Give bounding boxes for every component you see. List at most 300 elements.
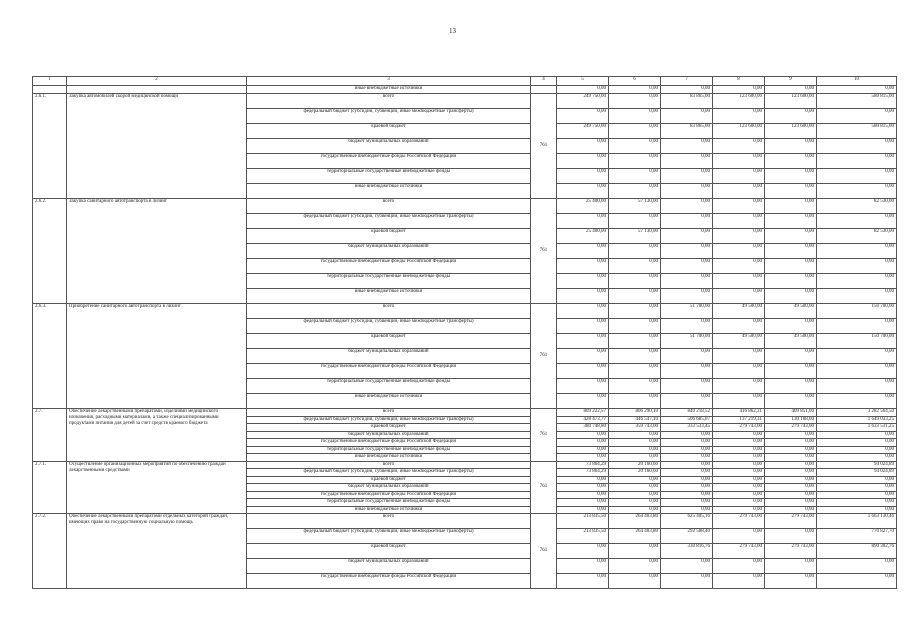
- value-cell: 0,00: [557, 109, 609, 124]
- value-cell: 279 743,00: [765, 514, 817, 529]
- value-cell: 137 219,31: [713, 416, 765, 424]
- header-cell: 6: [609, 77, 661, 86]
- value-cell: 0,00: [817, 484, 897, 492]
- value-cell: 0,00: [557, 319, 609, 334]
- value-cell: 0,00: [713, 476, 765, 484]
- value-cell: 0,00: [609, 139, 661, 154]
- value-cell: 0,00: [609, 446, 661, 454]
- value-cell: 0,00: [765, 529, 817, 544]
- value-cell: 580 815,00: [817, 124, 897, 139]
- value-cell: 0,00: [609, 364, 661, 379]
- value-cell: 0,00: [609, 506, 661, 514]
- funding-source: всего: [247, 304, 531, 319]
- table-row: [33, 514, 897, 529]
- funding-source: территориальные государственные внебюджетные фонды: [247, 379, 531, 394]
- value-cell: 150 700,00: [817, 334, 897, 349]
- value-cell: 0,00: [817, 109, 897, 124]
- funding-source: иные внебюджетные источники: [247, 184, 531, 199]
- value-cell: 446 547,10: [609, 416, 661, 424]
- value-cell: 840 218,52: [661, 409, 713, 417]
- value-cell: 0,00: [713, 349, 765, 364]
- value-cell: 0,00: [557, 349, 609, 364]
- value-cell: 83 865,00: [661, 124, 713, 139]
- value-cell: 0,00: [609, 334, 661, 349]
- value-cell: 0,00: [817, 154, 897, 169]
- value-cell: 416 862,31: [713, 409, 765, 417]
- funding-source: федеральный бюджет (субсидии, субвенции, иные межбюджетные трансферты): [247, 319, 531, 334]
- code-cell: [531, 86, 557, 94]
- value-cell: 0,00: [817, 274, 897, 289]
- value-cell: 0,00: [661, 139, 713, 154]
- funding-source: государственные внебюджетные фонды Российской Федерации: [247, 364, 531, 379]
- value-cell: 0,00: [713, 289, 765, 304]
- value-cell: 150 700,00: [817, 304, 897, 319]
- value-cell: 625 405,16: [661, 514, 713, 529]
- value-cell: 0,00: [713, 86, 765, 94]
- value-cell: 806 290,10: [609, 409, 661, 417]
- value-cell: 1 633 531,25: [817, 424, 897, 432]
- value-cell: 0,00: [713, 169, 765, 184]
- value-cell: 0,00: [661, 169, 713, 184]
- value-cell: 0,00: [765, 431, 817, 439]
- value-cell: 0,00: [557, 431, 609, 439]
- value-cell: 0,00: [765, 199, 817, 214]
- funding-source: федеральный бюджет (субсидии, субвенции, иные межбюджетные трансферты): [247, 529, 531, 544]
- value-cell: 0,00: [713, 229, 765, 244]
- value-cell: 0,00: [713, 529, 765, 544]
- value-cell: 0,00: [765, 506, 817, 514]
- value-cell: 130 108,00: [765, 416, 817, 424]
- value-cell: 0,00: [661, 484, 713, 492]
- value-cell: 0,00: [765, 289, 817, 304]
- value-cell: 0,00: [609, 304, 661, 319]
- value-cell: 0,00: [661, 289, 713, 304]
- table-row: [33, 409, 897, 417]
- value-cell: 0,00: [609, 184, 661, 199]
- value-cell: 0,00: [817, 574, 897, 589]
- header-cell: 1: [33, 77, 67, 86]
- funding-source: бюджет муниципальных образований: [247, 139, 531, 154]
- value-cell: 0,00: [557, 244, 609, 259]
- funding-source: бюджет муниципальных образований: [247, 431, 531, 439]
- value-cell: 0,00: [817, 379, 897, 394]
- funding-source: краевой бюджет: [247, 476, 531, 484]
- value-cell: 0,00: [557, 379, 609, 394]
- value-cell: 0,00: [609, 154, 661, 169]
- header-cell: 8: [713, 77, 765, 86]
- value-cell: 0,00: [713, 461, 765, 469]
- item-name: Приобретение санитарного автотранспорта в лизинг: [67, 304, 247, 409]
- value-cell: 0,00: [713, 439, 765, 447]
- funding-source: иные внебюджетные источники: [247, 506, 531, 514]
- value-cell: 0,00: [765, 169, 817, 184]
- header-cell: 10: [817, 77, 897, 86]
- value-cell: 0,00: [557, 446, 609, 454]
- value-cell: 0,00: [661, 469, 713, 477]
- table-row: [33, 94, 897, 109]
- value-cell: 279 743,00: [765, 424, 817, 432]
- header-cell: 4: [531, 77, 557, 86]
- value-cell: 51 700,00: [661, 304, 713, 319]
- value-cell: 0,00: [713, 214, 765, 229]
- funding-source: федеральный бюджет (субсидии, субвенции, иные межбюджетные трансферты): [247, 469, 531, 477]
- value-cell: 0,00: [765, 491, 817, 499]
- value-cell: 0,00: [713, 454, 765, 462]
- funding-source: краевой бюджет: [247, 124, 531, 139]
- value-cell: 0,00: [713, 379, 765, 394]
- funding-source: всего: [247, 514, 531, 529]
- value-cell: 0,00: [713, 491, 765, 499]
- value-cell: 0,00: [713, 319, 765, 334]
- value-cell: 0,00: [557, 304, 609, 319]
- value-cell: 0,00: [713, 139, 765, 154]
- value-cell: 0,00: [609, 244, 661, 259]
- value-cell: 0,00: [609, 379, 661, 394]
- value-cell: 0,00: [713, 574, 765, 589]
- value-cell: 0,00: [609, 544, 661, 559]
- value-cell: 0,00: [557, 544, 609, 559]
- value-cell: 0,00: [661, 439, 713, 447]
- item-name: Закупка санитарного автотранспорта в лизинг: [67, 199, 247, 304]
- funding-source: краевой бюджет: [247, 424, 531, 432]
- value-cell: 0,00: [609, 94, 661, 109]
- program-code: 761: [531, 514, 557, 589]
- value-cell: 0,00: [609, 499, 661, 507]
- value-cell: 0,00: [661, 184, 713, 199]
- value-cell: 0,00: [817, 446, 897, 454]
- funding-source: иные внебюджетные источники: [247, 289, 531, 304]
- value-cell: 0,00: [817, 364, 897, 379]
- value-cell: 0,00: [661, 86, 713, 94]
- value-cell: 0,00: [557, 259, 609, 274]
- value-cell: 333 533,45: [661, 424, 713, 432]
- funding-source: государственные внебюджетные фонды Российской Федерации: [247, 491, 531, 499]
- value-cell: 0,00: [661, 454, 713, 462]
- value-cell: 0,00: [765, 214, 817, 229]
- value-cell: 0,00: [609, 454, 661, 462]
- funding-source: всего: [247, 199, 531, 214]
- funding-source: бюджет муниципальных образований: [247, 484, 531, 492]
- value-cell: 94 024,89: [817, 469, 897, 477]
- value-cell: 0,00: [557, 274, 609, 289]
- value-cell: 0,00: [765, 476, 817, 484]
- funding-source: государственные внебюджетные фонды Российской Федерации: [247, 574, 531, 589]
- item-number: 2.7.: [33, 409, 67, 462]
- value-cell: 0,00: [817, 349, 897, 364]
- value-cell: 0,00: [713, 394, 765, 409]
- value-cell: 0,00: [817, 319, 897, 334]
- value-cell: 279 743,00: [713, 544, 765, 559]
- value-cell: 0,00: [609, 484, 661, 492]
- funding-source: краевой бюджет: [247, 334, 531, 349]
- value-cell: 0,00: [765, 139, 817, 154]
- value-cell: 0,00: [765, 319, 817, 334]
- value-cell: 0,00: [817, 506, 897, 514]
- value-cell: 20 160,60: [609, 461, 661, 469]
- value-cell: 0,00: [661, 229, 713, 244]
- value-cell: 0,00: [557, 499, 609, 507]
- funding-source: всего: [247, 461, 531, 469]
- value-cell: 0,00: [609, 394, 661, 409]
- value-cell: 0,00: [713, 484, 765, 492]
- value-cell: 20 160,60: [609, 469, 661, 477]
- funding-source: территориальные государственные внебюджетные фонды: [247, 499, 531, 507]
- value-cell: 0,00: [609, 124, 661, 139]
- value-cell: 0,00: [609, 439, 661, 447]
- value-cell: 0,00: [713, 446, 765, 454]
- value-cell: 0,00: [609, 289, 661, 304]
- value-cell: 49 500,00: [713, 304, 765, 319]
- page-number: 13: [449, 27, 456, 35]
- value-cell: 0,00: [817, 559, 897, 574]
- funding-source: иные внебюджетные источники: [247, 86, 531, 94]
- value-cell: 0,00: [713, 506, 765, 514]
- value-cell: 0,00: [661, 476, 713, 484]
- value-cell: 0,00: [609, 431, 661, 439]
- value-cell: 49 500,00: [765, 334, 817, 349]
- value-cell: 0,00: [661, 431, 713, 439]
- value-cell: 0,00: [713, 244, 765, 259]
- value-cell: 0,00: [765, 229, 817, 244]
- value-cell: 0,00: [661, 379, 713, 394]
- budget-table: [32, 76, 897, 589]
- value-cell: 0,00: [609, 109, 661, 124]
- value-cell: 0,00: [557, 454, 609, 462]
- value-cell: 0,00: [765, 109, 817, 124]
- value-cell: 809 222,57: [557, 409, 609, 417]
- value-cell: 82 530,00: [817, 199, 897, 214]
- value-cell: 0,00: [661, 394, 713, 409]
- value-cell: 0,00: [661, 214, 713, 229]
- table-row: [33, 461, 897, 469]
- value-cell: 0,00: [765, 461, 817, 469]
- funding-source: иные внебюджетные источники: [247, 454, 531, 462]
- funding-source: федеральный бюджет (субсидии, субвенции, иные межбюджетные трансферты): [247, 109, 531, 124]
- program-code: 761: [531, 461, 557, 514]
- item-number: 2.6.3.: [33, 304, 67, 409]
- value-cell: 0,00: [713, 431, 765, 439]
- value-cell: 0,00: [661, 499, 713, 507]
- value-cell: 51 700,00: [661, 334, 713, 349]
- value-cell: 0,00: [817, 431, 897, 439]
- value-cell: 0,00: [557, 364, 609, 379]
- value-cell: 0,00: [713, 559, 765, 574]
- value-cell: 249 750,00: [557, 94, 609, 109]
- value-cell: 0,00: [765, 454, 817, 462]
- value-cell: 0,00: [557, 506, 609, 514]
- item-name-cell: [67, 86, 247, 94]
- value-cell: 0,00: [661, 274, 713, 289]
- table-row: [33, 199, 897, 214]
- item-number: 2.6.1.: [33, 94, 67, 199]
- value-cell: 890 302,76: [817, 544, 897, 559]
- value-cell: 49 500,00: [765, 304, 817, 319]
- value-cell: 0,00: [557, 334, 609, 349]
- value-cell: 0,00: [609, 559, 661, 574]
- value-cell: 279 743,00: [713, 424, 765, 432]
- value-cell: 0,00: [817, 259, 897, 274]
- value-cell: 0,00: [765, 574, 817, 589]
- value-cell: 73 864,29: [557, 461, 609, 469]
- value-cell: 428 473,77: [557, 416, 609, 424]
- value-cell: 506 685,07: [661, 416, 713, 424]
- funding-source: краевой бюджет: [247, 229, 531, 244]
- value-cell: 0,00: [557, 169, 609, 184]
- value-cell: 123 600,00: [713, 124, 765, 139]
- program-code: 761: [531, 304, 557, 409]
- value-cell: 0,00: [557, 289, 609, 304]
- value-cell: 0,00: [609, 169, 661, 184]
- value-cell: 0,00: [609, 86, 661, 94]
- value-cell: 0,00: [713, 469, 765, 477]
- value-cell: 213 835,50: [557, 529, 609, 544]
- funding-source: всего: [247, 94, 531, 109]
- value-cell: 264 403,80: [609, 514, 661, 529]
- value-cell: 0,00: [713, 199, 765, 214]
- item-name: Закупка автомобилей скорой медицинской помощи: [67, 94, 247, 199]
- value-cell: 0,00: [765, 446, 817, 454]
- header-cell: 7: [661, 77, 713, 86]
- funding-source: государственные внебюджетные фонды Российской Федерации: [247, 439, 531, 447]
- value-cell: 0,00: [765, 559, 817, 574]
- value-cell: 0,00: [557, 214, 609, 229]
- program-code: 761: [531, 199, 557, 304]
- value-cell: 0,00: [765, 349, 817, 364]
- value-cell: 49 500,00: [713, 334, 765, 349]
- header-cell: 9: [765, 77, 817, 86]
- value-cell: 0,00: [765, 499, 817, 507]
- value-cell: 0,00: [817, 439, 897, 447]
- value-cell: 0,00: [661, 349, 713, 364]
- funding-source: иные внебюджетные источники: [247, 394, 531, 409]
- value-cell: 0,00: [765, 154, 817, 169]
- header-cell: 2: [67, 77, 247, 86]
- funding-source: федеральный бюджет (субсидии, субвенции, иные межбюджетные трансферты): [247, 214, 531, 229]
- value-cell: 25 400,00: [557, 199, 609, 214]
- value-cell: 0,00: [661, 506, 713, 514]
- value-cell: 330 816,76: [661, 544, 713, 559]
- value-cell: 57 130,00: [609, 199, 661, 214]
- value-cell: 73 864,29: [557, 469, 609, 477]
- value-cell: 1 649 033,25: [817, 416, 897, 424]
- table-row: [33, 304, 897, 319]
- value-cell: 123 600,00: [713, 94, 765, 109]
- value-cell: 0,00: [713, 259, 765, 274]
- value-cell: 0,00: [661, 574, 713, 589]
- value-cell: 0,00: [765, 439, 817, 447]
- value-cell: 292 588,40: [661, 529, 713, 544]
- value-cell: 0,00: [557, 154, 609, 169]
- value-cell: 0,00: [817, 86, 897, 94]
- value-cell: 0,00: [661, 446, 713, 454]
- value-cell: 0,00: [765, 259, 817, 274]
- value-cell: 0,00: [661, 364, 713, 379]
- header-cell: 3: [247, 77, 531, 86]
- value-cell: 0,00: [609, 319, 661, 334]
- value-cell: 264 403,80: [609, 529, 661, 544]
- value-cell: 82 530,00: [817, 229, 897, 244]
- item-number: 2.7.1.: [33, 461, 67, 514]
- value-cell: 0,00: [765, 484, 817, 492]
- value-cell: 0,00: [817, 499, 897, 507]
- value-cell: 0,00: [557, 139, 609, 154]
- value-cell: 279 743,00: [713, 514, 765, 529]
- value-cell: 0,00: [765, 379, 817, 394]
- value-cell: 94 024,89: [817, 461, 897, 469]
- value-cell: 0,00: [557, 491, 609, 499]
- value-cell: 0,00: [609, 274, 661, 289]
- value-cell: 0,00: [609, 574, 661, 589]
- table-row: [33, 86, 897, 94]
- funding-source: территориальные государственные внебюджетные фонды: [247, 446, 531, 454]
- value-cell: 0,00: [609, 491, 661, 499]
- funding-source: всего: [247, 409, 531, 417]
- value-cell: 409 851,00: [765, 409, 817, 417]
- funding-source: бюджет муниципальных образований: [247, 244, 531, 259]
- value-cell: 1 663 130,46: [817, 514, 897, 529]
- value-cell: 0,00: [713, 274, 765, 289]
- value-cell: 0,00: [817, 394, 897, 409]
- header-row: [33, 77, 897, 86]
- value-cell: 0,00: [661, 491, 713, 499]
- value-cell: 0,00: [765, 244, 817, 259]
- value-cell: 0,00: [713, 154, 765, 169]
- value-cell: 0,00: [817, 214, 897, 229]
- value-cell: 580 815,00: [817, 94, 897, 109]
- value-cell: 0,00: [609, 259, 661, 274]
- value-cell: 0,00: [609, 349, 661, 364]
- value-cell: 0,00: [557, 184, 609, 199]
- program-code: 761: [531, 409, 557, 462]
- value-cell: 83 865,00: [661, 94, 713, 109]
- funding-source: бюджет муниципальных образований: [247, 559, 531, 574]
- funding-source: территориальные государственные внебюджетные фонды: [247, 169, 531, 184]
- value-cell: 0,00: [609, 476, 661, 484]
- value-cell: 0,00: [661, 259, 713, 274]
- value-cell: 0,00: [661, 559, 713, 574]
- value-cell: 0,00: [817, 454, 897, 462]
- value-cell: 380 748,80: [557, 424, 609, 432]
- value-cell: 3 282 564,50: [817, 409, 897, 417]
- value-cell: 0,00: [557, 476, 609, 484]
- value-cell: 0,00: [713, 499, 765, 507]
- value-cell: 0,00: [557, 86, 609, 94]
- value-cell: 0,00: [817, 169, 897, 184]
- value-cell: 0,00: [557, 559, 609, 574]
- item-number-cell: [33, 86, 67, 94]
- value-cell: 0,00: [817, 491, 897, 499]
- item-number: 2.6.2.: [33, 199, 67, 304]
- value-cell: 279 743,00: [765, 544, 817, 559]
- value-cell: 0,00: [609, 214, 661, 229]
- value-cell: 57 130,00: [609, 229, 661, 244]
- value-cell: 770 827,70: [817, 529, 897, 544]
- value-cell: 0,00: [661, 199, 713, 214]
- value-cell: 0,00: [817, 476, 897, 484]
- value-cell: 0,00: [557, 439, 609, 447]
- value-cell: 0,00: [765, 184, 817, 199]
- funding-source: краевой бюджет: [247, 544, 531, 559]
- value-cell: 0,00: [765, 469, 817, 477]
- value-cell: 0,00: [817, 184, 897, 199]
- value-cell: 0,00: [713, 364, 765, 379]
- value-cell: 0,00: [557, 574, 609, 589]
- value-cell: 0,00: [713, 184, 765, 199]
- funding-source: государственные внебюджетные фонды Российской Федерации: [247, 154, 531, 169]
- value-cell: 0,00: [765, 274, 817, 289]
- value-cell: 0,00: [817, 139, 897, 154]
- item-name: Обеспечение лекарственными препаратами, изделиями медицинского назначения, расходными материалами, а также специализированными продуктами питания для детей за счет средств краевого бюджета: [67, 409, 247, 462]
